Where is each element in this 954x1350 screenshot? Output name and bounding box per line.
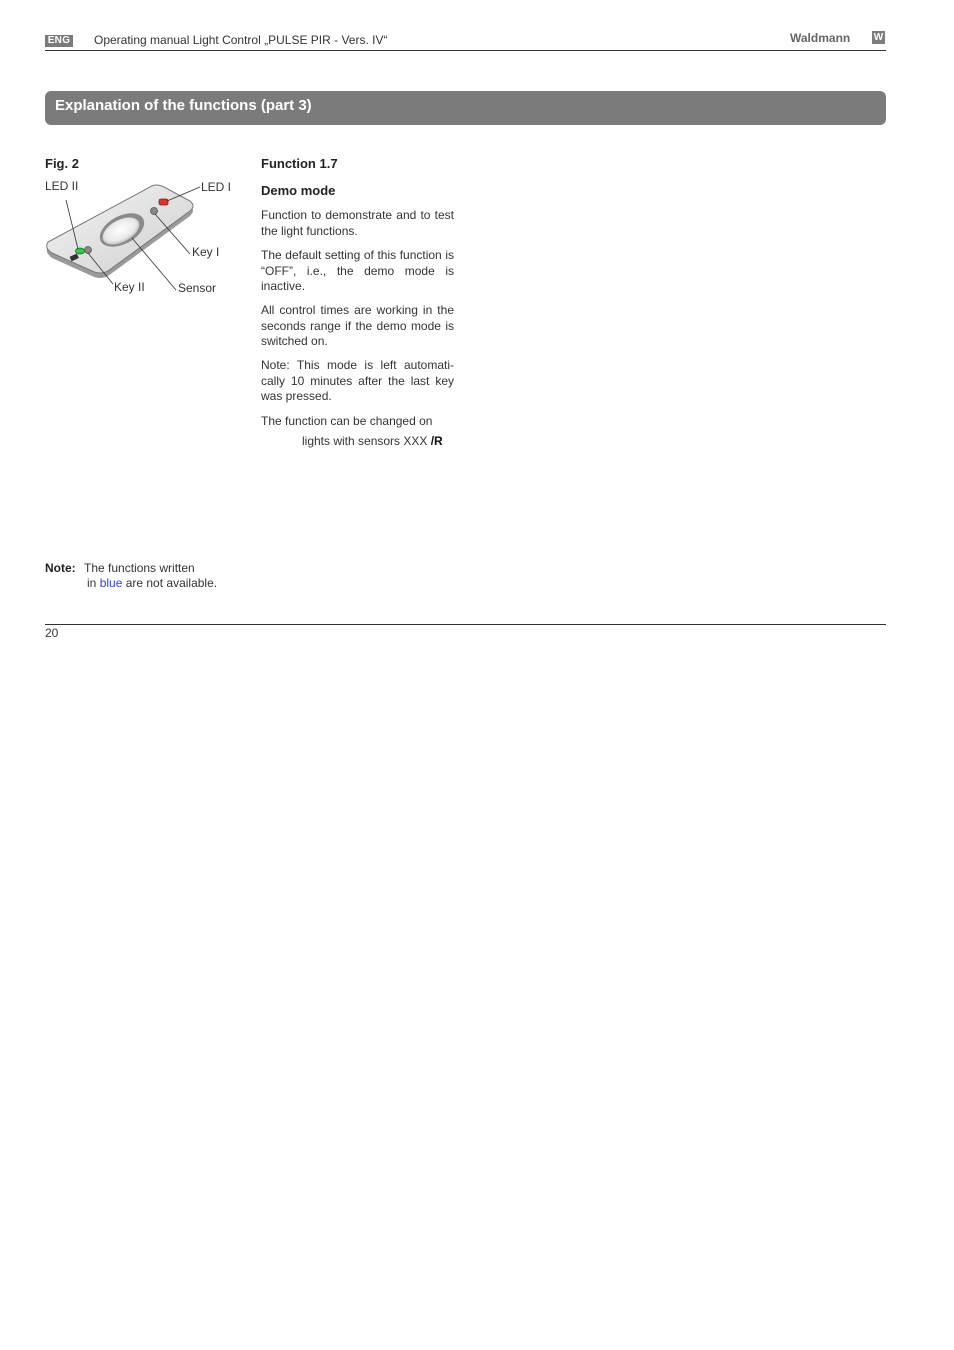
function-paragraph: Function to demonstrate and to test the light functions.	[261, 208, 454, 238]
key-i-button	[151, 208, 158, 215]
note-label: Note:	[45, 561, 76, 575]
note-blue-word: blue	[99, 576, 123, 590]
function-paragraph: All control times are working in the seconds range if the demo mode is switched on.	[261, 303, 454, 348]
note-prefix: in	[87, 576, 100, 590]
sensors-suffix: /R	[430, 434, 443, 448]
brand-logo-icon: W	[873, 32, 884, 43]
note-suffix: are not available.	[122, 576, 218, 590]
sensors-text-main: lights with sensors XXX	[302, 434, 431, 448]
function-paragraph: Note: This mode is left automati-cally 10 minutes after the last key was pressed.	[261, 358, 454, 403]
led-i-icon	[159, 199, 168, 205]
label-led-ii: LED II	[45, 179, 79, 193]
availability-text: The function can be changed on	[261, 414, 433, 428]
section-title: Explanation of the functions (part 3)	[55, 97, 312, 114]
figure-title: Fig. 2	[45, 156, 79, 171]
sensors-text	[302, 434, 443, 448]
label-key-ii: Key II	[114, 280, 145, 294]
label-key-i: Key I	[192, 245, 220, 259]
note-line-2	[87, 576, 217, 590]
note-line-1: The functions written	[84, 561, 195, 575]
language-badge: ENG	[45, 35, 73, 47]
function-number: Function 1.7	[261, 156, 338, 171]
document-title: Operating manual Light Control „PULSE PIR - Vers. IV“	[94, 33, 388, 47]
section-bar	[45, 91, 886, 125]
header-rule	[45, 50, 886, 51]
label-sensor: Sensor	[178, 281, 217, 295]
footer-rule	[45, 624, 886, 625]
label-led-i: LED I	[201, 180, 232, 194]
function-paragraph: The default setting of this function is “OFF”, i.e., the demo mode is inactive.	[261, 248, 454, 293]
key-ii-button	[85, 247, 92, 254]
led-ii-icon	[76, 248, 85, 254]
function-name: Demo mode	[261, 183, 336, 198]
page-number: 20	[45, 626, 59, 640]
brand-name: Waldmann	[790, 31, 851, 45]
